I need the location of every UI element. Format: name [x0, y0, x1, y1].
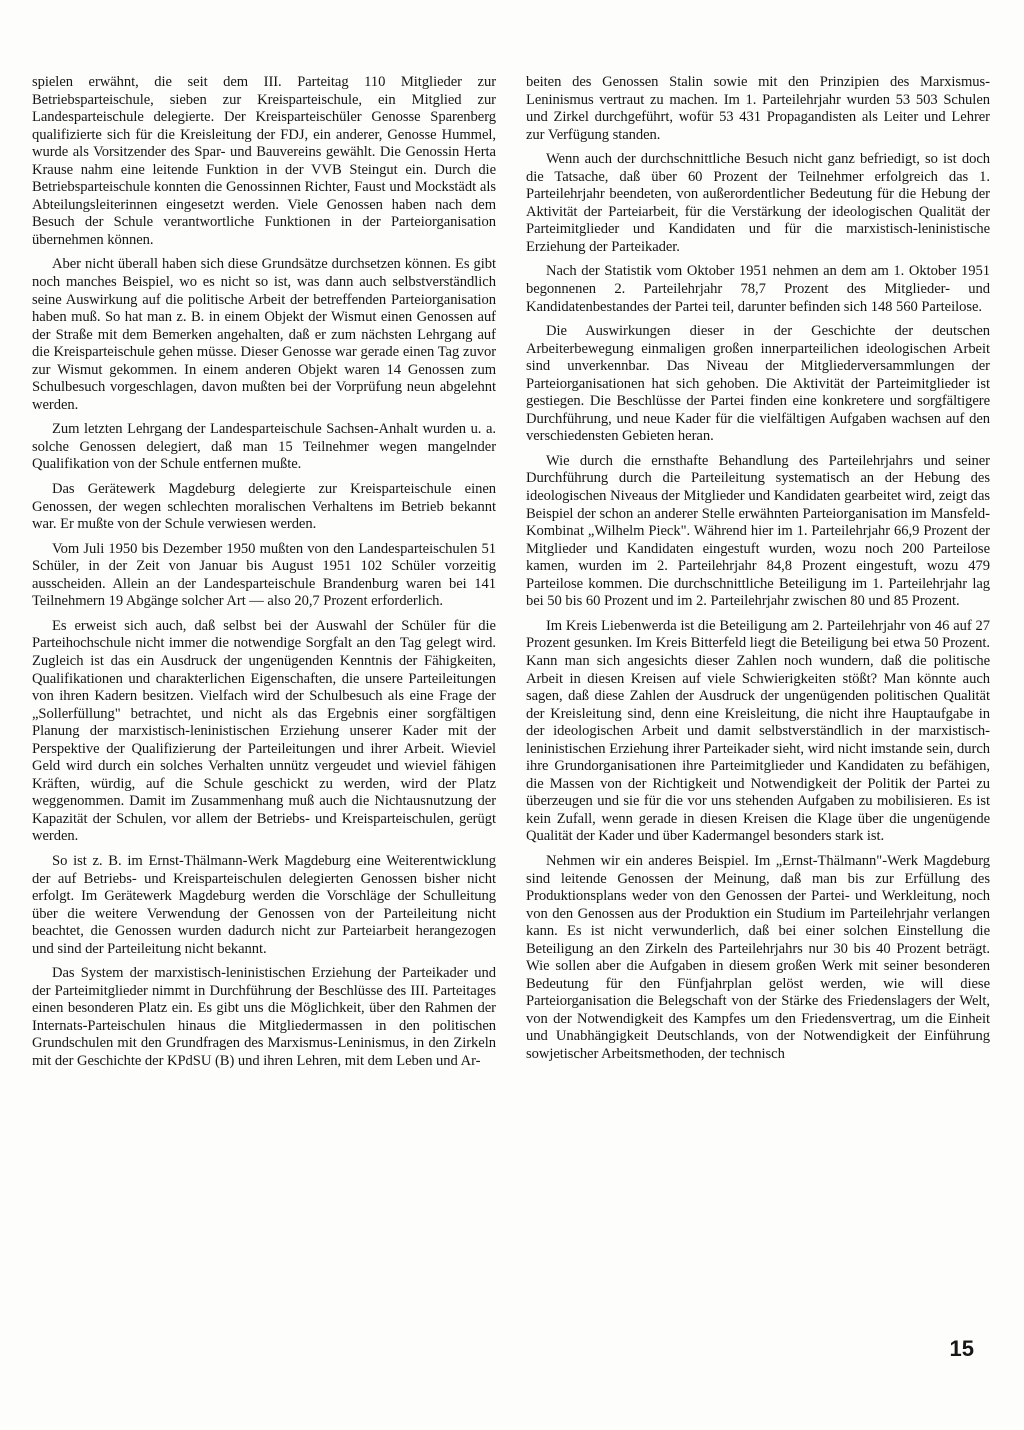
paragraph: Vom Juli 1950 bis Dezember 1950 mußten von den Landesparteischulen 51 Schüler, in der Zeit von Januar bis August 1951 102 Schüler vorzeitig ausscheiden. Allein an der Landesparteischule Brandenburg waren bei 141 Teilnehmern 19 Abgänge solcher Art — also 20,7 Prozent erforderlich. — [32, 540, 496, 610]
paragraph: Im Kreis Liebenwerda ist die Beteiligung am 2. Parteilehrjahr von 46 auf 27 Prozent gesunken. Im Kreis Bitterfeld liegt die Beteiligung bei etwa 50 Prozent. Kann man sich angesichts dieser Zahlen noch wundern, daß die politische Arbeit in diesen Kreisen auf viele Schwierigkeiten stößt? Man könnte auch sagen, daß diese Zahlen der Ausdruck der ungenügenden politischen Qualität der Kreisleitung sind, denn eine Kreisleitung, die nicht ihre Hauptaufgabe in der ideologischen Arbeit und damit selbstverständlich in der marxistisch-leninistischen Erziehung ihrer Parteikader sieht, wird nicht imstande sein, durch ihre Grundorganisationen ihre Parteimitglieder und Kandidaten zu befähigen, die Massen von der Richtigkeit und Notwendigkeit der Politik der Partei zu überzeugen und sie für die vor uns stehenden Aufgaben zu mobilisieren. Es ist kein Zufall, wenn gerade in diesen Kreisen die Klage über die ungenügende Qualität der Kader und über Kadermangel besonders stark ist. — [526, 617, 990, 845]
paragraph: spielen erwähnt, die seit dem III. Parteitag 110 Mitglieder zur Betriebsparteischule, sieben zur Kreisparteischule, ein Mitglied zur Landesparteischule delegierte. Der Kreisparteischüler Genosse Sparenberg qualifizierte sich für die Kreisleitung der FDJ, ein anderer, Genosse Hummel, wurde als Vorsitzender des Spar- und Bauvereins gewählt. Die Genossin Herta Krause nahm eine leitende Funktion in der VVB Steingut ein. Durch die Betriebsparteischule konnten die Genossinnen Richter, Faust und Mockstädt als Abteilungsleiterinnen eingesetzt werden. Viele Genossen haben nach dem Besuch der Schule verantwortliche Funktionen in der Parteiorganisation übernehmen können. — [32, 74, 496, 248]
right-column — [526, 74, 990, 1374]
document-page — [32, 74, 990, 1374]
paragraph: Wenn auch der durchschnittliche Besuch nicht ganz befriedigt, so ist doch die Tatsache, daß über 60 Prozent der Teilnehmer erfolgreich das 1. Parteilehrjahr beendeten, von außerordentlicher Bedeutung für die Hebung der Aktivität der Parteiarbeit, für die Verstärkung der ideologischen Qualität der Parteimitglieder und Kandidaten und für die marxistisch-leninistische Erziehung der Parteikader. — [526, 151, 990, 255]
paragraph: Die Auswirkungen dieser in der Geschichte der deutschen Arbeiterbewegung einmaligen großen innerparteilichen ideologischen Arbeit sind unverkennbar. Das Niveau der Mitgliederversammlungen der Parteiorganisationen hat sich gehoben. Die Aktivität der Parteimitglieder ist gestiegen. Die Beschlüsse der Partei finden eine konkretere und sorgfältigere Durchführung, und neue Kader für die vielfältigen Aufgaben wachsen auf den verschiedensten Gebieten heran. — [526, 323, 990, 445]
paragraph: Nehmen wir ein anderes Beispiel. Im „Ernst-Thälmann"-Werk Magdeburg sind leitende Genossen der Meinung, daß man bis zur Erfüllung des Produktionsplans weder von den Genossen der Partei- und Werkleitung, noch von den Genossen aus der Produktion ein Studium im Parteilehrjahr verlangen kann. Es ist nicht verwunderlich, daß bei einer solchen Einstellung die Beteiligung an den Zirkeln des Parteilehrjahrs nur 30 bis 40 Prozent beträgt. Wie sollen aber die Aufgaben in diesem großen Werk mit seiner besonderen Bedeutung für den Fünfjahrplan gelöst werden, wie will diese Parteiorganisation die Belegschaft von der Stärke des Friedenslagers der Welt, von der Notwendigkeit des Kampfes um den Friedensvertrag, um die Einheit und Unabhängigkeit Deutschlands, von der Notwendigkeit der Einführung sowjetischer Arbeitsmethoden, der technisch — [526, 852, 990, 1062]
paragraph: Es erweist sich auch, daß selbst bei der Auswahl der Schüler für die Parteihochschule nicht immer die notwendige Sorgfalt an den Tag gelegt wird. Zugleich ist das ein Ausdruck der ungenügenden Kenntnis der Fähigkeiten, Qualifikationen und charakterlichen Eigenschaften, die unsere Parteileitungen von ihren Kadern besitzen. Vielfach wird der Schulbesuch als eine Frage der „Sollerfüllung" betrachtet, und nicht als das Ergebnis einer sorgfältigen Planung der marxistisch-leninistischen Erziehung unserer Kader mit der Perspektive der Qualifizierung der Parteileitungen und ihrer Arbeit. Wieviel Geld wird durch ein solches Verhalten unnütz vergeudet und wieviel fähigen Kräften, würdig, auf die Schule geschickt zu werden, wird der Platz weggenommen. Damit im Zusammenhang muß auch die Nichtausnutzung der Kapazität der Schulen, vor allem der Betriebs- und Kreisparteischulen, gerügt werden. — [32, 617, 496, 845]
paragraph: Das System der marxistisch-leninistischen Erziehung der Parteikader und der Parteimitglieder nimmt in Durchführung der Beschlüsse des III. Parteitages einen besonderen Platz ein. Es gibt uns die Möglichkeit, über den Rahmen der Internats-Parteischulen hinaus die Mitgliedermassen in den politischen Grundschulen mit den Grundfragen des Marxismus-Leninismus, in den Zirkeln mit der Geschichte der KPdSU (B) und ihren Lehren, mit dem Leben und Ar- — [32, 965, 496, 1069]
paragraph: Aber nicht überall haben sich diese Grundsätze durchsetzen können. Es gibt noch manches Beispiel, wo es nicht so ist, was dann auch selbstverständlich seine Auswirkung auf die politische Arbeit der betreffenden Parteiorganisation haben muß. So hat man z. B. in einem Objekt der Wismut einen Genossen auf der Straße mit dem Bemerken angehalten, daß er zum nächsten Lehrgang auf die Kreisparteischule gehen müsse. Dieser Genosse war gerade einen Tag zuvor zur Wismut gekommen. In einem anderen Objekt waren 14 Genossen zum Schulbesuch vorgeschlagen, davon mußten bei der Vorprüfung neun abgelehnt werden. — [32, 256, 496, 413]
paragraph: Wie durch die ernsthafte Behandlung des Parteilehrjahrs und seiner Durchführung durch die Parteileitung systematisch an der Hebung des ideologischen Niveaus der Mitglieder und Kandidaten gearbeitet wird, zeigt das Beispiel der schon an anderer Stelle erwähnten Parteiorganisation im Mansfeld-Kombinat „Wilhelm Pieck". Während hier im 1. Parteilehrjahr 66,9 Prozent der Mitglieder und Kandidaten eingestuft wurden, wozu noch 200 Parteilose kamen, wurden im 2. Parteilehrjahr 84,8 Prozent eingestuft, wozu 479 Parteilose kommen. Die durchschnittliche Beteiligung im 1. Parteilehrjahr lag bei 50 bis 60 Prozent und im 2. Parteilehrjahr zwischen 80 und 85 Prozent. — [526, 452, 990, 610]
paragraph: Nach der Statistik vom Oktober 1951 nehmen an dem am 1. Oktober 1951 begonnenen 2. Parteilehrjahr 78,7 Prozent des Mitglieder- und Kandidatenbestandes der Partei teil, darunter befinden sich 148 560 Parteilose. — [526, 263, 990, 315]
paragraph: So ist z. B. im Ernst-Thälmann-Werk Magdeburg eine Weiterentwicklung der auf Betriebs- und Kreisparteischulen delegierten Genossen bisher nicht erfolgt. Im Gerätewerk Magdeburg werden die Vorschläge der Schulleitung über die weitere Verwendung der Genossen von der Parteileitung nicht beachtet, die Genossen wurden dadurch nicht zur Parteiarbeit herangezogen und sind der Parteileitung nicht bekannt. — [32, 852, 496, 957]
paragraph: Das Gerätewerk Magdeburg delegierte zur Kreisparteischule einen Genossen, der wegen schlechten moralischen Verhaltens im Betrieb bekannt war. Er mußte von der Schule verwiesen werden. — [32, 481, 496, 533]
left-column — [32, 74, 496, 1374]
paragraph: beiten des Genossen Stalin sowie mit den Prinzipien des Marxismus-Leninismus vertraut zu machen. Im 1. Parteilehrjahr wurden 53 503 Schulen und Zirkel durchgeführt, wofür 53 431 Propagandisten als Leiter und Lehrer zur Verfügung standen. — [526, 74, 990, 143]
page-number: 15 — [949, 1336, 974, 1361]
paragraph: Zum letzten Lehrgang der Landesparteischule Sachsen-Anhalt wurden u. a. solche Genossen delegiert, daß man 15 Teilnehmer wegen mangelnder Qualifikation von der Schule entfernen mußte. — [32, 421, 496, 473]
